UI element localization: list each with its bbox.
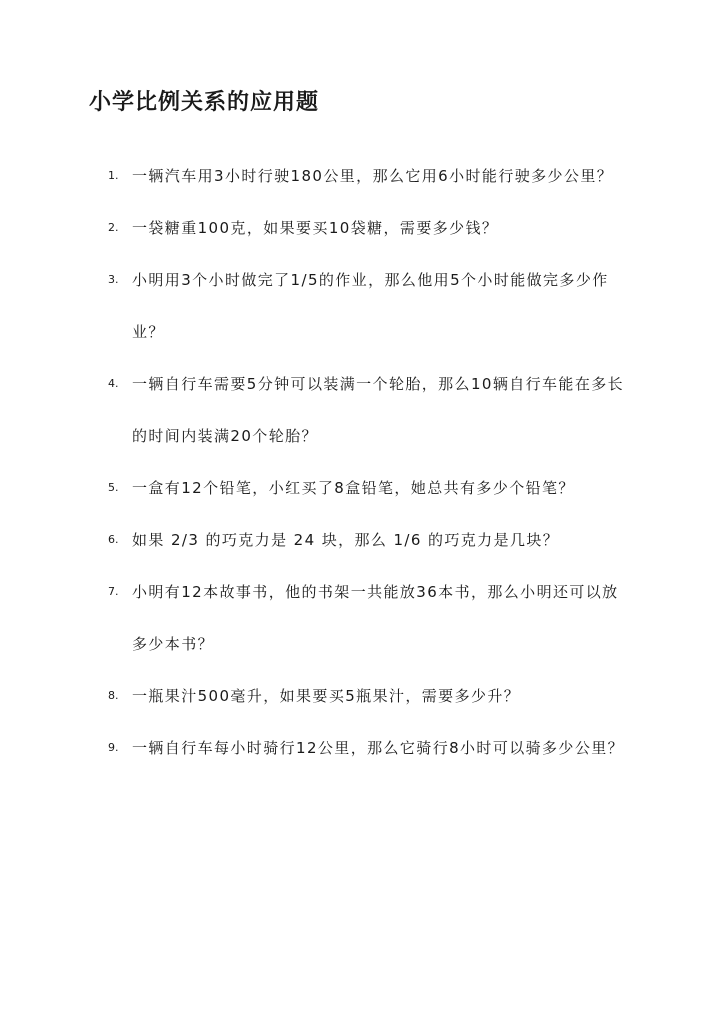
question-text: 小明有12本故事书，他的书架一共能放36本书，那么小明还可以放多少本书？ [132, 583, 619, 653]
question-item [0, 670, 720, 722]
question-number: 7. [108, 585, 119, 598]
question-number: 3. [108, 273, 119, 286]
question-text: 一辆汽车用3小时行驶180公里，那么它用6小时能行驶多少公里？ [132, 167, 614, 185]
question-text: 一辆自行车每小时骑行12公里，那么它骑行8小时可以骑多少公里？ [132, 739, 625, 757]
question-item [0, 462, 720, 514]
question-number: 6. [108, 533, 119, 546]
page-title: 小学比例关系的应用题 [89, 89, 320, 115]
question-number: 2. [108, 221, 119, 234]
question-item [0, 722, 720, 774]
question-item [0, 358, 720, 462]
question-text: 如果 2/3 的巧克力是 24 块，那么 1/6 的巧克力是几块？ [132, 531, 560, 549]
question-text: 一盒有12个铅笔，小红买了8盒铅笔，她总共有多少个铅笔？ [132, 479, 575, 497]
question-text: 一瓶果汁500毫升，如果要买5瓶果汁，需要多少升？ [132, 687, 521, 705]
question-list [0, 150, 720, 774]
question-number: 5. [108, 481, 119, 494]
question-text: 一辆自行车需要5分钟可以装满一个轮胎，那么10辆自行车能在多长的时间内装满20个轮胎？ [132, 375, 625, 445]
question-number: 9. [108, 741, 119, 754]
question-item [0, 254, 720, 358]
question-number: 8. [108, 689, 119, 702]
question-text: 小明用3个小时做完了1/5的作业，那么他用5个小时能做完多少作业？ [132, 271, 609, 341]
question-item [0, 514, 720, 566]
question-text: 一袋糖重100克，如果要买10袋糖，需要多少钱？ [132, 219, 499, 237]
question-item [0, 202, 720, 254]
question-item [0, 150, 720, 202]
question-item [0, 566, 720, 670]
question-number: 1. [108, 169, 119, 182]
question-number: 4. [108, 377, 119, 390]
